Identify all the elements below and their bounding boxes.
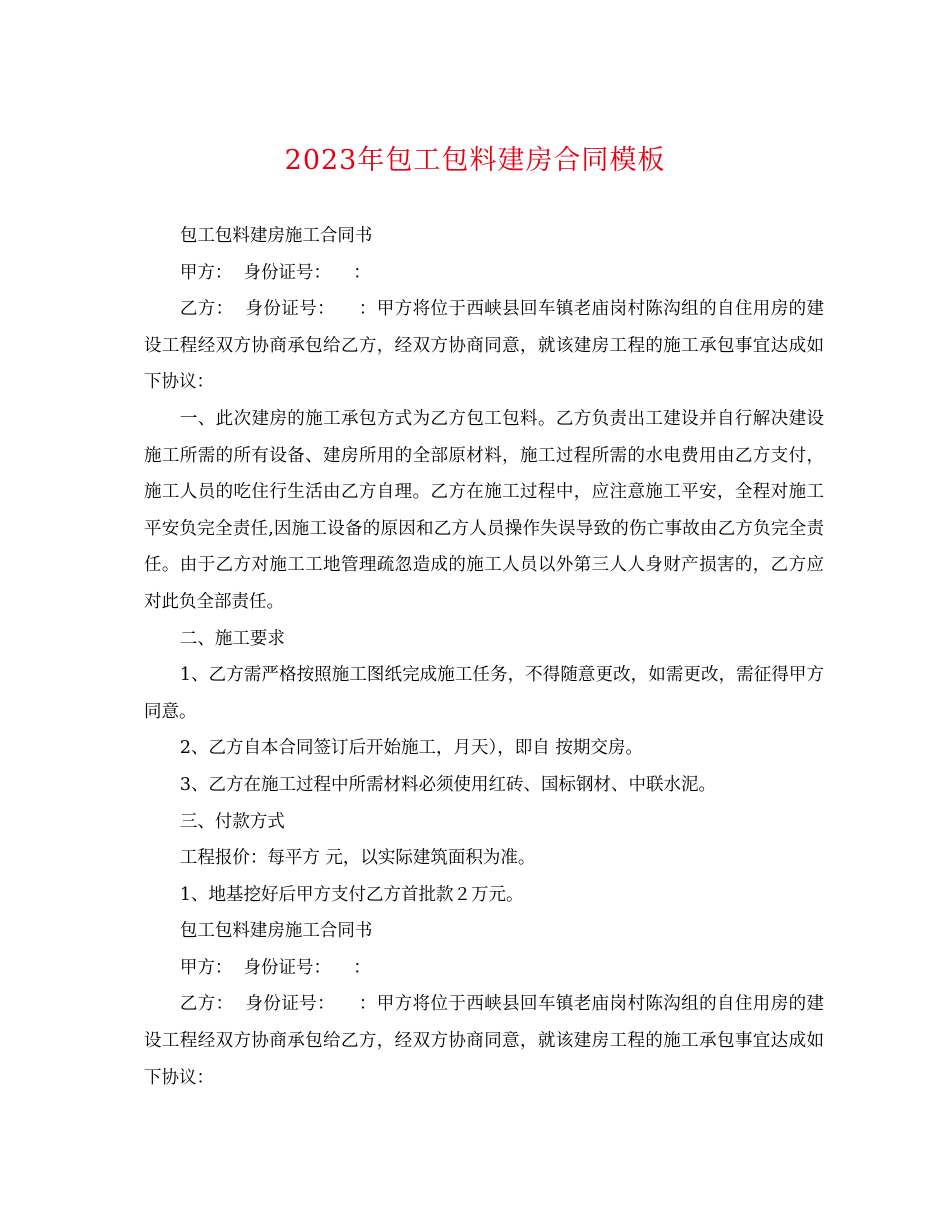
paragraph-section-2-heading: 二、施工要求 [179,628,285,649]
paragraph-clause-1: 一、此次建房的施工承包方式为乙方包工包料。乙方负责出工建设并自行解决建设施工所需的所有设备、建房所用的全部原材料，施工过程所需的水电费用由乙方支付，施工人员的吃住行生活由乙方自理。乙方在施工过程中，应注意施工平安，全程对施工平安负完全责任,因施工设备的原因和乙方人员操作失误导致的伤亡事故由乙方负完全责任。由于乙方对施工工地管理疏忽造成的施工人员以外第三人人身财产损害的，乙方应对此负全部责任。 [144,408,824,612]
paragraph-requirement-2: 2、乙方自本合同签订后开始施工，月天），即自 按期交房。 [179,738,643,759]
paragraph-party-b-intro-repeat: 乙方： 身份证号： ：甲方将位于西峡县回车镇老庙岗村陈沟组的自住用房的建设工程经双方协商承包给乙方，经双方协商同意，就该建房工程的施工承包事宜达成如下协议： [144,994,824,1088]
document-title: 2023年包工包料建房合同模板 [284,145,666,176]
paragraph-contract-heading: 包工包料建房施工合同书 [179,226,373,246]
paragraph-payment-1: 1、地基挖好后甲方支付乙方首批款２万元。 [179,884,524,905]
paragraph-contract-heading-repeat: 包工包料建房施工合同书 [179,921,373,942]
paragraph-requirement-3: 3、乙方在施工过程中所需材料必须使用红砖、国标钢材、中联水泥。 [179,774,717,795]
paragraph-party-b-intro: 乙方： 身份证号： ：甲方将位于西峡县回车镇老庙岗村陈沟组的自住用房的建设工程经双方协商承包给乙方，经双方协商同意，就该建房工程的施工承包事宜达成如下协议： [144,299,824,393]
document-body [144,218,824,1096]
paragraph-quote: 工程报价：每平方 元，以实际建筑面积为准。 [179,848,536,869]
paragraph-party-a: 甲方： 身份证号： ： [179,262,371,283]
paragraph-party-a-repeat: 甲方： 身份证号： ： [179,957,371,978]
paragraph-section-3-heading: 三、付款方式 [179,811,285,832]
paragraph-requirement-1: 1、乙方需严格按照施工图纸完成施工任务，不得随意更改，如需更改，需征得甲方同意。 [144,665,824,722]
